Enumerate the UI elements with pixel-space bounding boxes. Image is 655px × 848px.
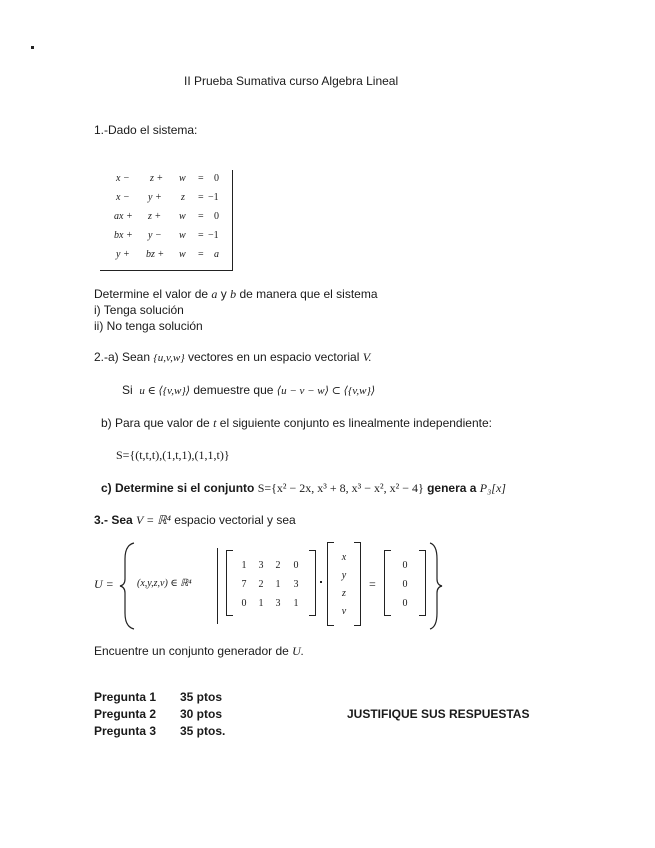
scan-speck [31, 46, 34, 49]
set-brace-left [119, 541, 139, 631]
zero-entry: 0 [402, 598, 408, 609]
matrix-cell: 2 [258, 579, 264, 590]
matrix-cell: 2 [275, 560, 281, 571]
q1-heading: 1.-Dado el sistema: [94, 123, 198, 137]
matrix-cell: 1 [258, 598, 264, 609]
matrix-cell: 3 [293, 579, 299, 590]
matrix-cell: 3 [258, 560, 264, 571]
matrix-cell: 0 [241, 598, 247, 609]
coefficient-matrix [226, 550, 316, 616]
equation-system [100, 170, 233, 271]
set-tuple: (x,y,z,v) ∈ ℝ⁴ [137, 578, 192, 589]
q1-item-i: i) Tenga solución [94, 303, 184, 317]
equals-sign: = [369, 577, 376, 591]
system-row: x − y + z = −1 [116, 192, 219, 203]
q2c-statement: c) Determine si el conjunto S={x² − 2x, x³ + 8, x³ − x², x² − 4} genera a P₃[x] [101, 481, 506, 495]
q3-task: Encuentre un conjunto generador de U. [94, 644, 304, 658]
variable-vector [327, 542, 361, 626]
zero-vector [384, 550, 426, 616]
comma-dot [320, 581, 322, 583]
system-row: ax + z + w = 0 [114, 211, 219, 222]
score-row: Pregunta 1 35 ptos [94, 690, 223, 704]
q2a-condition: Si u ∈ ⟨{v,w}⟩ demuestre que ⟨u − v − w⟩ ⊂ ⟨{v,w}⟩ [122, 383, 376, 397]
set-brace-right [428, 541, 444, 631]
matrix-cell: 1 [275, 579, 281, 590]
set-u-label: U = [94, 577, 114, 591]
q1-instruction: Determine el valor de a y b de manera que el sistema [94, 287, 378, 301]
set-separator-bar [217, 548, 218, 624]
matrix-cell: 0 [293, 560, 299, 571]
matrix-cell: 7 [241, 579, 247, 590]
justify-notice: JUSTIFIQUE SUS RESPUESTAS [347, 707, 530, 721]
q2b-set: S={(t,t,t),(1,t,1),(1,1,t)} [116, 448, 230, 462]
q2b-statement: b) Para que valor de t el siguiente conjunto es linealmente independiente: [101, 416, 492, 430]
score-row: Pregunta 3 35 ptos. [94, 724, 226, 738]
vector-entry: z [342, 588, 346, 599]
vector-entry: v [341, 606, 347, 617]
system-row: bx + y − w = −1 [114, 230, 219, 241]
system-row: y + bz + w = a [116, 249, 219, 260]
system-row: x − z + w = 0 [116, 173, 219, 184]
q2a-statement: 2.-a) Sean {u,v,w} vectores en un espacio vectorial V. [94, 350, 372, 364]
zero-entry: 0 [402, 579, 408, 590]
zero-entry: 0 [402, 560, 408, 571]
score-row: Pregunta 2 30 ptos [94, 707, 223, 721]
q1-item-ii: ii) No tenga solución [94, 319, 203, 333]
matrix-cell: 3 [275, 598, 281, 609]
page-title: II Prueba Sumativa curso Algebra Lineal [184, 74, 399, 88]
matrix-cell: 1 [293, 598, 299, 609]
matrix-cell: 1 [241, 560, 247, 571]
q3-statement: 3.- Sea V = ℝ⁴ espacio vectorial y sea [94, 513, 296, 527]
vector-entry: x [341, 552, 347, 563]
vector-entry: y [341, 570, 347, 581]
